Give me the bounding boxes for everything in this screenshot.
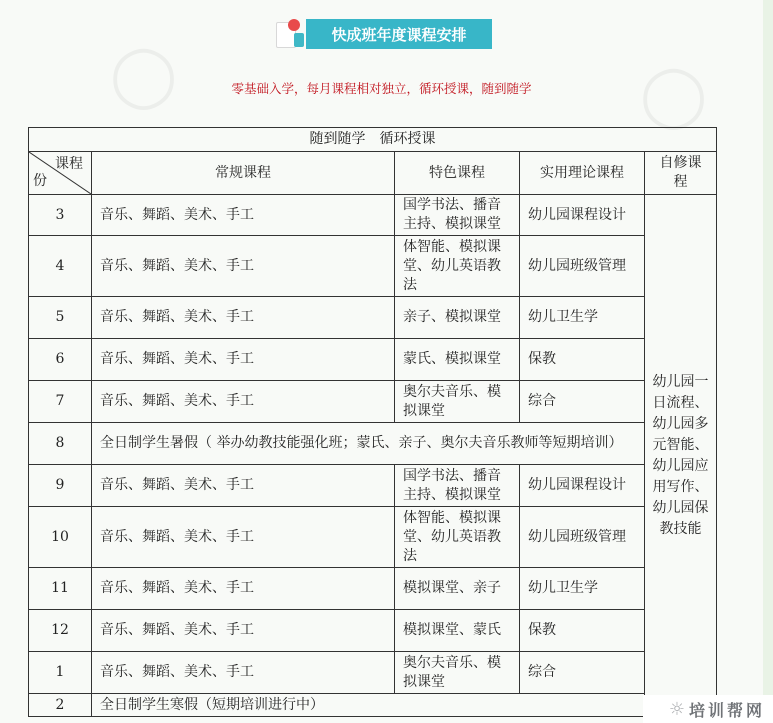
table-banner: 随到随学 循环授课 bbox=[29, 128, 717, 152]
feature-course-cell: 奥尔夫音乐、模拟课堂 bbox=[395, 381, 520, 423]
site-watermark bbox=[643, 695, 773, 723]
feature-course-cell: 模拟课堂、亲子 bbox=[395, 568, 520, 610]
table-row bbox=[29, 568, 717, 610]
column-header-theory: 实用理论课程 bbox=[520, 152, 645, 195]
regular-course-cell: 音乐、舞蹈、美术、手工 bbox=[92, 381, 395, 423]
background-pattern: ◯ bbox=[640, 60, 708, 130]
column-header-regular: 常规课程 bbox=[92, 152, 395, 195]
regular-course-cell: 音乐、舞蹈、美术、手工 bbox=[92, 652, 395, 694]
regular-course-cell: 音乐、舞蹈、美术、手工 bbox=[92, 339, 395, 381]
theory-course-cell: 幼儿园班级管理 bbox=[520, 507, 645, 568]
month-cell: 1 bbox=[29, 652, 92, 694]
regular-course-cell: 音乐、舞蹈、美术、手工 bbox=[92, 465, 395, 507]
feature-course-cell: 蒙氏、模拟课堂 bbox=[395, 339, 520, 381]
holiday-note-cell: 全日制学生寒假（短期培训进行中） bbox=[92, 694, 645, 717]
month-cell: 9 bbox=[29, 465, 92, 507]
title-banner bbox=[272, 19, 492, 49]
regular-course-cell: 音乐、舞蹈、美术、手工 bbox=[92, 236, 395, 297]
clipboard-icon bbox=[272, 19, 306, 49]
feature-course-cell: 体智能、模拟课堂、幼儿英语教法 bbox=[395, 507, 520, 568]
month-cell: 8 bbox=[29, 423, 92, 465]
theory-course-cell: 幼儿园课程设计 bbox=[520, 465, 645, 507]
holiday-note-cell: 全日制学生暑假（ 举办幼教技能强化班；蒙氏、亲子、奥尔夫音乐教师等短期培训） bbox=[92, 423, 645, 465]
regular-course-cell: 音乐、舞蹈、美术、手工 bbox=[92, 610, 395, 652]
table-row bbox=[29, 297, 717, 339]
page-subtitle: 零基础入学，每月课程相对独立，循环授课，随到随学 bbox=[231, 81, 532, 96]
month-cell: 12 bbox=[29, 610, 92, 652]
month-cell: 10 bbox=[29, 507, 92, 568]
feature-course-cell: 亲子、模拟课堂 bbox=[395, 297, 520, 339]
table-row bbox=[29, 423, 717, 465]
regular-course-cell: 音乐、舞蹈、美术、手工 bbox=[92, 568, 395, 610]
corner-label-month: 份 bbox=[33, 173, 47, 189]
feature-course-cell: 国学书法、播音主持、模拟课堂 bbox=[395, 195, 520, 236]
elective-course-cell: 幼儿园一日流程、幼儿园多元智能、幼儿园应用写作、幼儿园保教技能 bbox=[645, 195, 717, 717]
course-schedule-table bbox=[28, 127, 717, 717]
theory-course-cell: 综合 bbox=[520, 652, 645, 694]
sun-icon: ☼ bbox=[668, 698, 685, 720]
page-title: 快成班年度课程安排 bbox=[306, 19, 492, 49]
table-row bbox=[29, 339, 717, 381]
theory-course-cell: 保教 bbox=[520, 610, 645, 652]
regular-course-cell: 音乐、舞蹈、美术、手工 bbox=[92, 195, 395, 236]
theory-course-cell: 保教 bbox=[520, 339, 645, 381]
theory-course-cell: 幼儿园班级管理 bbox=[520, 236, 645, 297]
column-header-feature: 特色课程 bbox=[395, 152, 520, 195]
table-row bbox=[29, 610, 717, 652]
watermark-text: 培训帮网 bbox=[688, 700, 765, 720]
table-banner-row bbox=[29, 128, 717, 152]
month-cell: 7 bbox=[29, 381, 92, 423]
diagonal-header-cell bbox=[29, 152, 92, 195]
table-row bbox=[29, 465, 717, 507]
feature-course-cell: 国学书法、播音主持、模拟课堂 bbox=[395, 465, 520, 507]
table-row bbox=[29, 381, 717, 423]
month-cell: 3 bbox=[29, 195, 92, 236]
table-header-row bbox=[29, 152, 717, 195]
month-cell: 5 bbox=[29, 297, 92, 339]
column-header-elective: 自修课程 bbox=[645, 152, 717, 195]
month-cell: 6 bbox=[29, 339, 92, 381]
background-pattern: ◯ bbox=[110, 40, 178, 110]
table-row bbox=[29, 195, 717, 236]
table-row bbox=[29, 652, 717, 694]
regular-course-cell: 音乐、舞蹈、美术、手工 bbox=[92, 297, 395, 339]
month-cell: 4 bbox=[29, 236, 92, 297]
corner-label-course: 课程 bbox=[55, 156, 83, 172]
theory-course-cell: 幼儿园课程设计 bbox=[520, 195, 645, 236]
feature-course-cell: 体智能、模拟课堂、幼儿英语教法 bbox=[395, 236, 520, 297]
theory-course-cell: 幼儿卫生学 bbox=[520, 568, 645, 610]
month-cell: 2 bbox=[29, 694, 92, 717]
table-row bbox=[29, 694, 717, 717]
table-row bbox=[29, 236, 717, 297]
feature-course-cell: 模拟课堂、蒙氏 bbox=[395, 610, 520, 652]
theory-course-cell: 综合 bbox=[520, 381, 645, 423]
month-cell: 11 bbox=[29, 568, 92, 610]
table-row bbox=[29, 507, 717, 568]
page-edge-stripe bbox=[763, 0, 773, 723]
theory-course-cell: 幼儿卫生学 bbox=[520, 297, 645, 339]
regular-course-cell: 音乐、舞蹈、美术、手工 bbox=[92, 507, 395, 568]
feature-course-cell: 奥尔夫音乐、模拟课堂 bbox=[395, 652, 520, 694]
